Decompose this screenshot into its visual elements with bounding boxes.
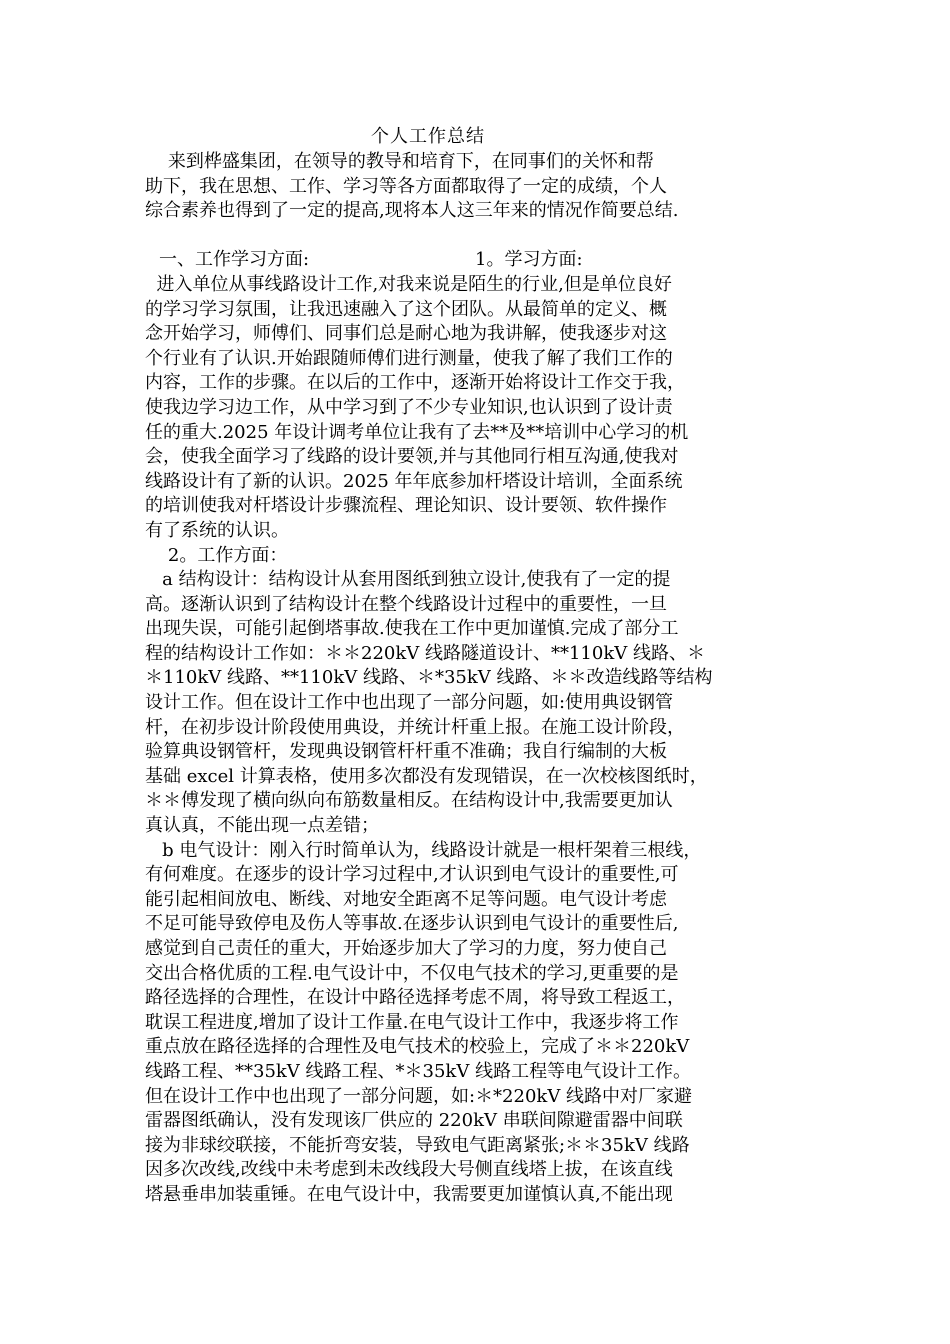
section-heading-row [145,248,815,273]
text-line: 路径选择的合理性，在设计中路径选择考虑不周，将导致工程返工， [145,987,685,1009]
text-line: 的培训使我对杆塔设计步骤流程、理论知识、设计要领、软件操作 [145,495,667,517]
text-line: 能引起相间放电、断线、对地安全距离不足等问题。电气设计考虑 [145,888,667,910]
subsection-heading-work: 2。工作方面： [145,544,288,566]
section-heading: 一、工作学习方面: [159,249,310,271]
text-line: 个行业有了认识.开始跟随师傅们进行测量，使我了解了我们工作的 [145,347,673,369]
text-line: 有了系统的认识。 [145,519,289,541]
text-line: a 结构设计：结构设计从套用图纸到独立设计,使我有了一定的提 [145,569,671,591]
text-line: b 电气设计：刚入行时简单认为，线路设计就是一根杆架着三根线， [145,839,702,861]
text-line: 进入单位从事线路设计工作,对我来说是陌生的行业,但是单位良好 [145,273,672,295]
document-title: 个人工作总结 [371,126,485,147]
text-line: 但在设计工作中也出现了一部分问题，如:＊*220kV 线路中对厂家避 [145,1085,693,1107]
text-line: 真认真，不能出现一点差错； [145,815,379,837]
text-line: 的学习学习氛围，让我迅速融入了这个团队。从最简单的定义、概 [145,298,667,320]
text-line: 耽误工程进度,增加了设计工作量.在电气设计工作中，我逐步将工作 [145,1011,679,1033]
electrical-design-paragraph [145,839,815,1208]
text-line: 综合素养也得到了一定的提高,现将本人这三年来的情况作简要总结. [145,200,679,222]
text-line: 不足可能导致停电及伤人等事故.在逐步认识到电气设计的重要性后, [145,913,679,935]
blank-line [145,224,815,249]
text-line: 感觉到自己责任的重大，开始逐步加大了学习的力度，努力使自己 [145,938,667,959]
text-line: 交出合格优质的工程.电气设计中，不仅电气技术的学习,更重要的是 [145,962,679,984]
text-line: ＊＊傅发现了横向纵向布筋数量相反。在结构设计中,我需要更加认 [145,790,673,812]
text-line: 线路工程、**35kV 线路工程、*＊35kV 线路工程等电气设计工作。 [145,1060,692,1082]
text-line: 塔悬垂串加装重锤。在电气设计中，我需要更加谨慎认真,不能出现 [145,1183,673,1205]
text-line: 基础 excel 计算表格，使用多次都没有发现错误，在一次校核图纸时， [145,765,708,787]
text-line: 雷器图纸确认，没有发现该厂供应的 220kV 串联间隙避雷器中间联 [145,1110,683,1132]
text-line: 出现失误，可能引起倒塔事故.使我在工作中更加谨慎.完成了部分工 [145,618,679,640]
structural-design-paragraph [145,568,815,839]
text-line: 任的重大.2025 年设计调考单位让我有了去**及**培训中心学习的机 [145,421,689,443]
text-line: 因多次改线,改线中未考虑到未改线段大号侧直线塔上拔，在该直线 [145,1159,673,1181]
text-line: 助下，我在思想、工作、学习等各方面都取得了一定的成绩，个人 [145,175,667,197]
study-paragraph [145,273,815,544]
text-line: 验算典设钢管杆，发现典设钢管杆杆重不准确；我自行编制的大板 [145,741,667,763]
text-line: 内容，工作的步骤。在以后的工作中，逐渐开始将设计工作交于我， [145,372,685,394]
text-line: 使我边学习边工作，从中学习到了不少专业知识,也认识到了设计责 [145,396,673,418]
text-line: 会，使我全面学习了线路的设计要领,并与其他同行相互沟通,使我对 [145,446,679,468]
text-line: 来到桦盛集团，在领导的教导和培育下，在同事们的关怀和帮 [145,151,654,172]
text-line: 高。逐渐认识到了结构设计在整个线路设计过程中的重要性，一旦 [145,593,667,615]
document-body [145,150,815,1208]
text-line: ＊110kV 线路、**110kV 线路、＊*35kV 线路、＊＊改造线路等结构 [145,667,713,689]
text-line: 接为非球绞联接，不能折弯安装，导致电气距离紧张;＊＊35kV 线路 [145,1134,690,1156]
text-line: 重点放在路径选择的合理性及电气技术的校验上，完成了＊＊220kV [145,1036,690,1058]
subsection-heading-study: 1。学习方面: [475,249,583,271]
text-line: 程的结构设计工作如：＊＊220kV 线路隧道设计、**110kV 线路、＊ [145,642,705,664]
intro-paragraph [145,150,815,224]
text-line: 有何难度。在逐步的设计学习过程中,才认识到电气设计的重要性,可 [145,864,679,886]
text-line: 杆，在初步设计阶段使用典设，并统计杆重上报。在施工设计阶段， [145,716,685,738]
text-line: 设计工作。但在设计工作中也出现了一部分问题，如:使用典设钢管 [145,692,674,714]
text-line: 线路设计有了新的认识。2025 年年底参加杆塔设计培训，全面系统 [145,470,683,492]
text-line: 念开始学习，师傅们、同事们总是耐心地为我讲解，使我逐步对这 [145,323,667,345]
